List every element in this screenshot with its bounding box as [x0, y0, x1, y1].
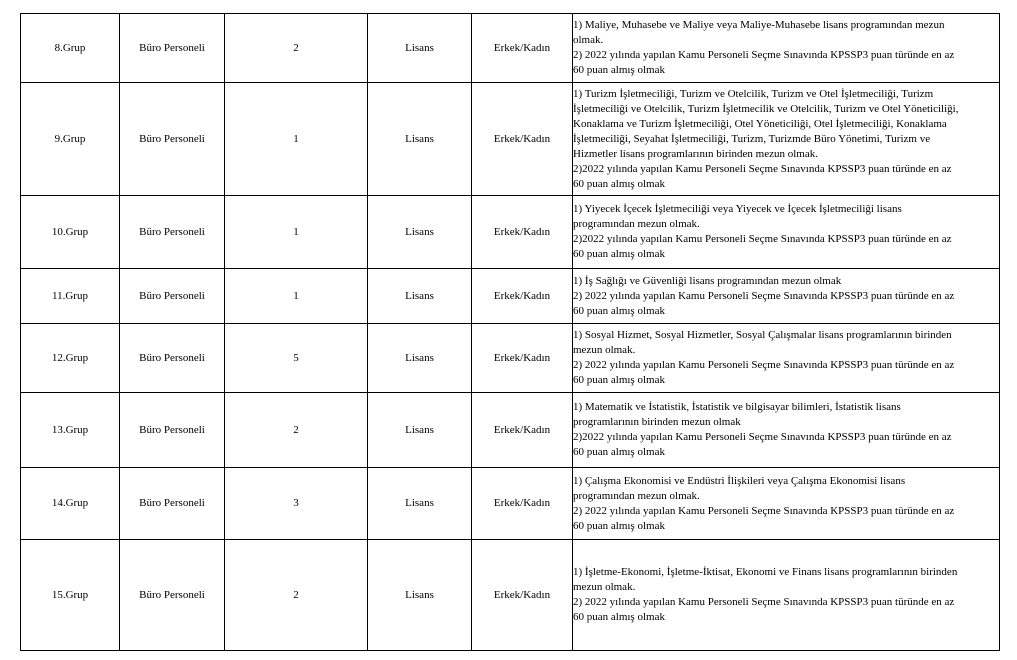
requirements-cell	[573, 468, 1000, 540]
count-cell: 5	[225, 324, 368, 393]
title-cell: Büro Personeli	[120, 393, 225, 468]
education-cell: Lisans	[368, 540, 472, 651]
gender-cell: Erkek/Kadın	[472, 269, 573, 324]
gender-cell: Erkek/Kadın	[472, 83, 573, 196]
group-cell: 14.Grup	[21, 468, 120, 540]
gender-cell: Erkek/Kadın	[472, 196, 573, 269]
group-cell: 10.Grup	[21, 196, 120, 269]
requirement-line: 2) 2022 yılında yapılan Kamu Personeli Seçme Sınavında KPSSP3 puan türünde en az	[573, 49, 955, 61]
requirement-line: 60 puan almış olmak	[573, 374, 665, 386]
requirement-line: 60 puan almış olmak	[573, 611, 665, 623]
title-cell: Büro Personeli	[120, 14, 225, 83]
requirement-line: 2) 2022 yılında yapılan Kamu Personeli Seçme Sınavında KPSSP3 puan türünde en az	[573, 359, 955, 371]
requirement-line: 1) İşletme-Ekonomi, İşletme-İktisat, Ekonomi ve Finans lisans programlarının birinden	[573, 566, 958, 578]
count-cell: 1	[225, 83, 368, 196]
requirement-line: 2)2022 yılında yapılan Kamu Personeli Seçme Sınavında KPSSP3 puan türünde en az	[573, 233, 952, 245]
count-cell: 1	[225, 269, 368, 324]
requirement-line: mezun olmak.	[573, 344, 636, 356]
requirement-line: programlarının birinden mezun olmak	[573, 416, 741, 428]
table-row	[21, 393, 1000, 468]
count-cell: 2	[225, 14, 368, 83]
requirements-cell	[573, 83, 1000, 196]
requirement-line: 2) 2022 yılında yapılan Kamu Personeli Seçme Sınavında KPSSP3 puan türünde en az	[573, 504, 955, 517]
requirement-line: Hizmetler lisans programlarının birinden mezun olmak.	[573, 147, 818, 160]
table-row	[21, 540, 1000, 651]
education-cell: Lisans	[368, 324, 472, 393]
title-cell: Büro Personeli	[120, 269, 225, 324]
requirement-line: 1) Turizm İşletmeciliği, Turizm ve Otelcilik, Turizm ve Otel İşletmeciliği, Turizm	[573, 87, 934, 100]
group-cell: 9.Grup	[21, 83, 120, 196]
requirement-line: 1) İş Sağlığı ve Güvenliği lisans programından mezun olmak	[573, 274, 842, 287]
table-row	[21, 196, 1000, 269]
count-cell: 2	[225, 540, 368, 651]
requirement-line: 1) Çalışma Ekonomisi ve Endüstri İlişkileri veya Çalışma Ekonomisi lisans	[573, 474, 906, 487]
count-cell: 2	[225, 393, 368, 468]
requirement-line: 2) 2022 yılında yapılan Kamu Personeli Seçme Sınavında KPSSP3 puan türünde en az	[573, 596, 955, 608]
requirement-line: 1) Yiyecek İçecek İşletmeciliği veya Yiyecek ve İçecek İşletmeciliği lisans	[573, 203, 902, 215]
requirements-cell	[573, 393, 1000, 468]
title-cell: Büro Personeli	[120, 83, 225, 196]
requirements-cell	[573, 324, 1000, 393]
group-cell: 11.Grup	[21, 269, 120, 324]
group-cell: 8.Grup	[21, 14, 120, 83]
title-cell: Büro Personeli	[120, 540, 225, 651]
table-body	[21, 14, 1000, 651]
requirement-line: 1) Maliye, Muhasebe ve Maliye veya Maliye-Muhasebe lisans programından mezun	[573, 19, 945, 31]
gender-cell: Erkek/Kadın	[472, 468, 573, 540]
requirements-cell	[573, 14, 1000, 83]
title-cell: Büro Personeli	[120, 196, 225, 269]
requirement-line: 60 puan almış olmak	[573, 248, 665, 260]
requirement-line: İşletmeciliği, Seyahat İşletmeciliği, Turizm, Turizmde Büro Yönetimi, Turizm ve	[573, 132, 931, 145]
gender-cell: Erkek/Kadın	[472, 324, 573, 393]
positions-table	[20, 13, 1000, 651]
requirements-cell	[573, 196, 1000, 269]
education-cell: Lisans	[368, 393, 472, 468]
requirements-cell	[573, 540, 1000, 651]
requirement-line: olmak.	[573, 34, 604, 46]
requirement-line: mezun olmak.	[573, 581, 636, 593]
count-cell: 3	[225, 468, 368, 540]
requirement-line: 60 puan almış olmak	[573, 177, 665, 190]
table-row	[21, 468, 1000, 540]
group-cell: 15.Grup	[21, 540, 120, 651]
gender-cell: Erkek/Kadın	[472, 393, 573, 468]
group-cell: 13.Grup	[21, 393, 120, 468]
requirement-line: programından mezun olmak.	[573, 218, 700, 230]
table-row	[21, 83, 1000, 196]
table-row	[21, 14, 1000, 83]
requirement-line: Konaklama ve Turizm İşletmeciliği, Otel Yöneticiliği, Otel İşletmeciliği, Konaklama	[573, 117, 947, 130]
gender-cell: Erkek/Kadın	[472, 540, 573, 651]
requirement-line: 1) Matematik ve İstatistik, İstatistik ve bilgisayar bilimleri, İstatistik lisans	[573, 401, 901, 413]
requirement-line: İşletmeciliği ve Otelcilik, Turizm İşletmecilik ve Otelcilik, Turizm ve Otel Yöneticiliği,	[573, 102, 959, 115]
requirement-line: 60 puan almış olmak	[573, 304, 665, 317]
requirement-line: 2)2022 yılında yapılan Kamu Personeli Seçme Sınavında KPSSP3 puan türünde en az	[573, 162, 952, 175]
requirement-line: programından mezun olmak.	[573, 489, 700, 502]
requirement-line: 60 puan almış olmak	[573, 519, 665, 532]
requirement-line: 1) Sosyal Hizmet, Sosyal Hizmetler, Sosyal Çalışmalar lisans programlarının birinden	[573, 329, 952, 341]
table-row	[21, 324, 1000, 393]
education-cell: Lisans	[368, 468, 472, 540]
education-cell: Lisans	[368, 14, 472, 83]
gender-cell: Erkek/Kadın	[472, 14, 573, 83]
requirement-line: 60 puan almış olmak	[573, 446, 665, 458]
title-cell: Büro Personeli	[120, 468, 225, 540]
requirements-cell	[573, 269, 1000, 324]
requirement-line: 2)2022 yılında yapılan Kamu Personeli Seçme Sınavında KPSSP3 puan türünde en az	[573, 431, 952, 443]
education-cell: Lisans	[368, 83, 472, 196]
education-cell: Lisans	[368, 269, 472, 324]
table-row	[21, 269, 1000, 324]
requirement-line: 60 puan almış olmak	[573, 64, 665, 76]
count-cell: 1	[225, 196, 368, 269]
education-cell: Lisans	[368, 196, 472, 269]
group-cell: 12.Grup	[21, 324, 120, 393]
title-cell: Büro Personeli	[120, 324, 225, 393]
requirement-line: 2) 2022 yılında yapılan Kamu Personeli Seçme Sınavında KPSSP3 puan türünde en az	[573, 289, 955, 302]
